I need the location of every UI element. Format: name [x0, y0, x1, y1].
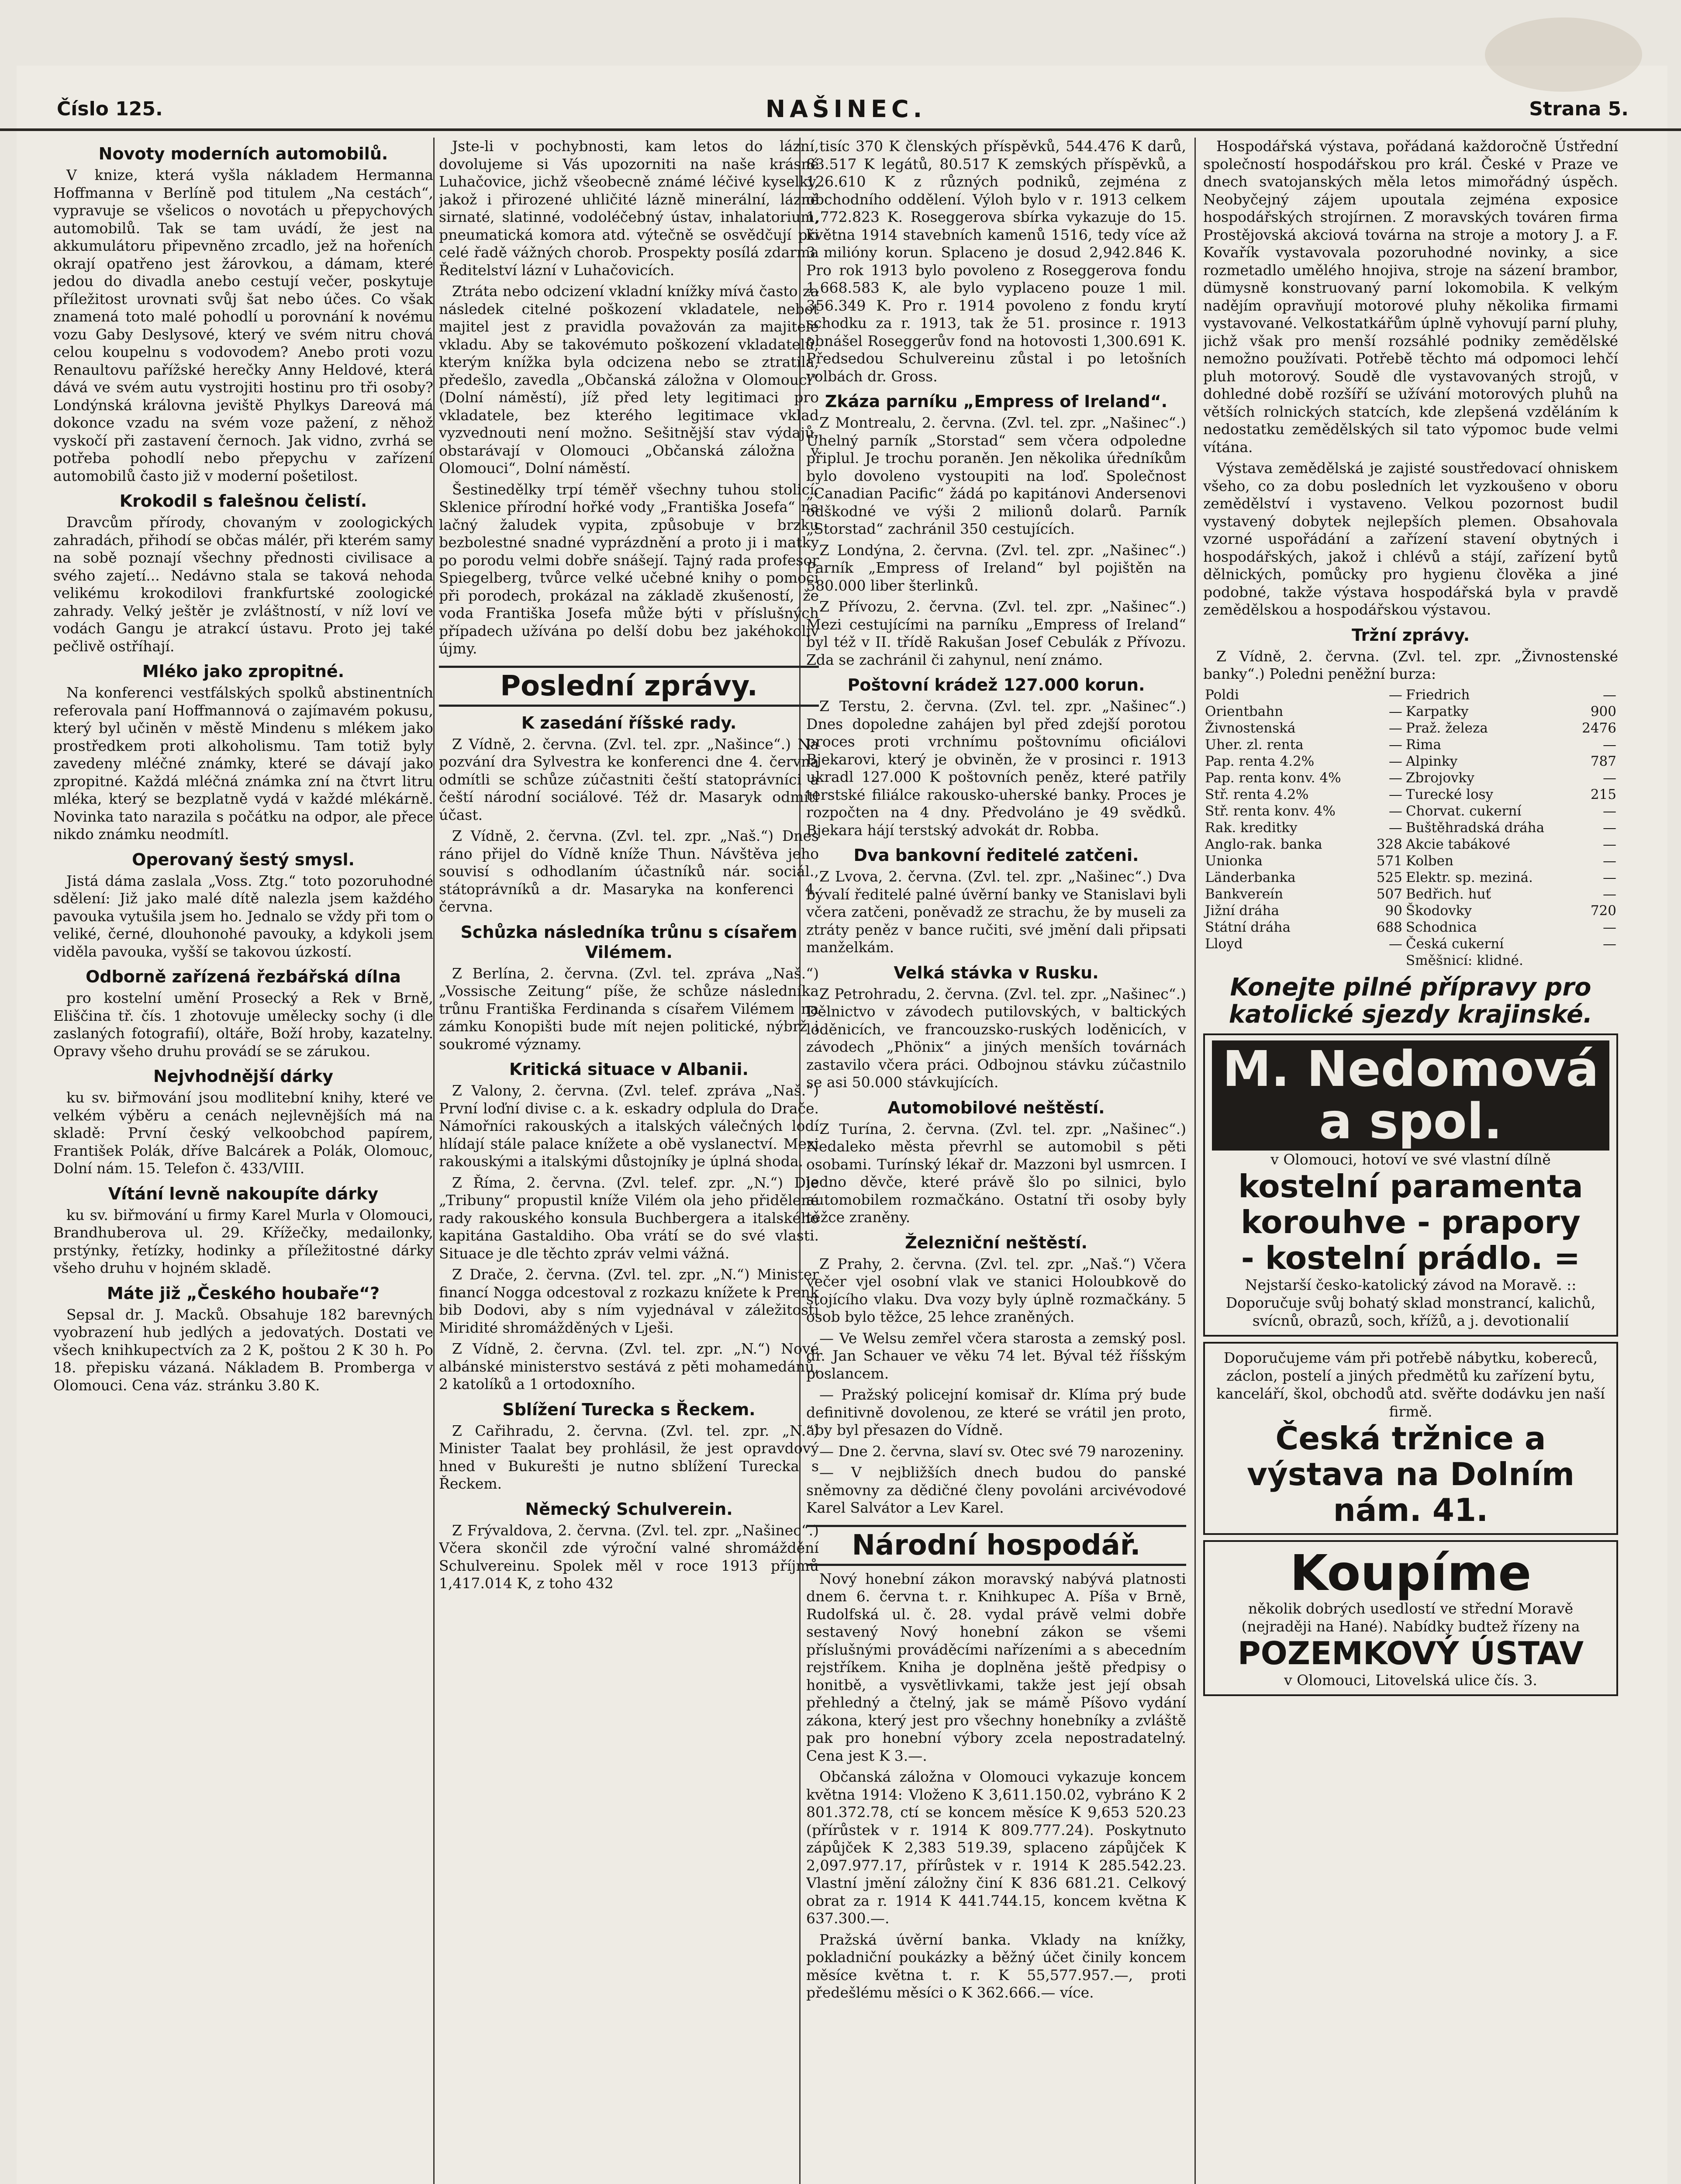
market-cell: Elektr. sp. meziná. [1405, 869, 1533, 885]
ad-text: Doporučujeme vám při potřebě nábytku, kobereců, záclon, postelí a jiných předmětů ku zařízení bytu, kanceláří, škol, obchodů atd. svěřte dodávku jen naší firmě. [1216, 1349, 1605, 1420]
market-cell: — [1388, 819, 1402, 836]
article-text: Z Cařihradu, 2. června. (Zvl. tel. zpr. „N.“) Minister Taalat bey prohlásil, že jest opravdový hned v Bukurešti je nutno sblížení Turecka s Řeckem. [439, 1422, 819, 1492]
ad-address: v Olomouci, Litovelská ulice čís. 3. [1284, 1671, 1537, 1689]
ad-product-line: korouhve - prapory [1241, 1203, 1581, 1241]
market-row [1203, 803, 1618, 819]
ad-product-line: kostelní paramenta [1238, 1168, 1583, 1205]
market-cell: 688 [1376, 919, 1402, 935]
section-heading: Poslední zprávy. [439, 666, 819, 707]
article-text: Z Terstu, 2. června. (Zvl. tel. zpr. „Našinec“.) Dnes dopoledne zahájen byl před zdejší porotou proces proti vrchnímu poštovnímu oficiálovi Bjekarovi, který je obviněn, že v prosinci r. 1913 ukradl 127.000 K poštovních peněz, které patřily terstské filiálce rakousko-uherské banky. Proces je rozpočten na 4 dny. Předvoláno je 49 svědků. Bjekara hájí terstský advokát dr. Robba. [806, 698, 1186, 839]
article-headline: Kritická situace v Albanii. [509, 1060, 749, 1079]
article-text: Nový honební zákon moravský nabývá platnosti dnem 6. června t. r. Knihkupec A. Píša v Brně, Rudolfská ul. č. 28. vydal právě velmi dobře sestavený Nový honební zákon se všemi příslušnými prováděcími nařízeními a s abecedním rejstříkem. Kniha je doplněna ještě předpisy o honitbě, a vysvětlivkami, takže jest její obsah přehledný a čtelný, jak se mámě Píšovo vydání zákona, který jest pro všechny honebníky a zvláště pak pro honební výbory zcela nepostradatelný. Cena jest K 3.—. [806, 1570, 1186, 1764]
article-headline: Odborně zařízená řezbářská dílna [86, 967, 401, 986]
market-cell: 525 [1376, 869, 1402, 885]
article-text: Z Vídně, 2. června. (Zvl. tel. zpr. „Naš.“) Dnes ráno přijel do Vídně kníže Thun. Návštěva jeho souvisí s odhodlaním účastníků nár. sociál., státoprávníků a dr. Masaryka na konferenci 4. června. [439, 827, 819, 915]
market-row [1203, 886, 1618, 902]
ad-firm-name: Česká tržnice a výstava na Dolním nám. 41. [1246, 1420, 1575, 1528]
article-headline: Poštovní krádež 127.000 korun. [847, 675, 1145, 695]
article-text: Jste-li v pochybnosti, kam letos do lázní, dovolujeme si Vás upozorniti na naše krásné Luhačovice, jichž všeobecně známé léčivé kyselky, jakož i přirozené uhličité lázně minerální, lázně sirnaté, slatinné, vodoléčebný ústav, inhalatorium, pneumatická komora atd. výtečně se osvědčují při celé řadě vážných chorob. Prospekty posílá zdarma Ředitelství lázní v Luhačovicích. [439, 138, 819, 279]
market-cell: Česká cukerní [1405, 936, 1504, 952]
article-headline: Železniční neštěstí. [905, 1233, 1087, 1252]
market-cell: — [1603, 886, 1616, 902]
article-headline: Tržní zprávy. [1351, 625, 1470, 645]
column-rule [433, 138, 435, 2184]
market-cell: Poldi [1205, 687, 1239, 703]
market-row [1203, 919, 1618, 936]
market-cell: — [1388, 736, 1402, 753]
market-cell: Praž. železa [1405, 720, 1488, 736]
market-cell: Rak. kreditky [1205, 819, 1298, 836]
article-text: — Pražský policejní komisař dr. Klíma prý bude definitivně dovolenou, ze které se vrátil jen proto, aby byl přesazen do Vídně. [806, 1386, 1186, 1438]
column-1 [53, 138, 433, 2184]
market-cell: — [1603, 819, 1616, 836]
article-text: Šestinedělky trpí téměř všechny tuhou stolicí. Sklenice přírodní hořké vody „Františka Josefa“ na lačný žaludek vypita, způsobuje v brzku bezbolestné snadné vyprázdnění a proto ji i matky po porodu velmi dobře snášejí. Tajný rada profesor Spiegelberg, tvůrce velké učebné knihy o pomoci při porodech, prokázal na základě zkušeností, že voda Františka Josefa může býti v příslušných případech užívána po delší dobu bez jakéhokoliv újmy. [439, 480, 819, 657]
market-cell: Länderbanka [1205, 869, 1296, 885]
article-text: Z Prahy, 2. června. (Zvl. tel. zpr. „Naš.“) Včera večer vjel osobní vlak ve stanici Holoubkově do stojícího vlaku. Dva vozy byly úplně rozmačkány. 5 osob bylo těžce, 25 lehce zraněných. [806, 1255, 1186, 1325]
article-headline: Dva bankovní ředitelé zatčeni. [853, 846, 1139, 865]
article-headline: Automobilové neštěstí. [887, 1098, 1105, 1117]
article-text: — V nejbližších dnech budou do panské sněmovny za dědičné členy povoláni arcivévodové Karel Salvátor a Lev Karel. [806, 1464, 1186, 1516]
article-text: tisíc 370 K členských příspěvků, 544.476 K darů, 83.517 K legátů, 80.517 K zemských příspěvků, a 126.610 K z různých podniků, zejména z obchodního oddělení. Výloh bylo v r. 1913 celkem 1,772.823 K. Roseggerova sbírka vykazuje do 15. května 1914 stavebních kamenů 1516, tedy více až 3 milióny korun. Splaceno je dosud 2,942.846 K. Pro rok 1913 bylo povoleno z Roseggerova fondu 1,668.583 K, ale bylo vyplaceno pouze 1 mil. 356.349 K. Pro r. 1914 povoleno z fondu krytí schodku za r. 1913, tak že 51. prosince r. 1913 obnášel Roseggerův fond na hotovosti 1,300.691 K. Předsedou Schulvereinu zůstal i po letošních volbách dr. Gross. [806, 138, 1186, 385]
column-3 [806, 138, 1186, 2184]
article-text: V knize, která vyšla nákladem Hermanna Hoffmanna v Berlíně pod titulem „Na cestách“, vypravuje se všelicos o novotách u přepychových automobilů. Tak se tam uvádí, že jest na akkumulátoru připevněno zrcadlo, jež na hořeních okrají opatřeno jest žárovkou, a dámam, které jedou do divadla anebo cestují večer, poskytuje příležitost urovnati svůj šat nebo účes. Co však znamená toto malé pohodlí u porovnání k novému vozu Gaby Deslysové, který ve svém nitru chová celou koupelnu s vodovodem? Anebo proti vozu Renaultovu pařížské herečky Anny Heldové, která dává ve svém autu vystrojiti hostinu pro tři osoby? Londýnská královna jeviště Phylkys Dareová má dokonce vzadu na svém voze pažení, z něhož vyskočí při zastavení černoch. Jak vidno, zvrhá se potřeba pohodlí nebo přepychu v zařízení automobilů často již v moderní pošetilost. [53, 166, 433, 484]
market-row [1203, 770, 1618, 786]
market-cell: Bankvereín [1205, 886, 1283, 902]
market-row [1203, 869, 1618, 886]
article-headline: Vítání levně nakoupíte dárky [108, 1184, 379, 1203]
market-cell: Friedrich [1405, 687, 1470, 703]
article-text: Z Frývaldova, 2. června. (Zvl. tel. zpr. „Našinec“.) Včera skončil zde výroční valné shromáždění Schulvereinu. Spolek měl v roce 1913 příjmů 1,417.014 K, z toho 432 [439, 1521, 819, 1592]
market-cell [1573, 952, 1618, 969]
article-text: Z Říma, 2. června. (Zvl. telef. zpr. „N.“) Dle „Tribuny“ propustil kníže Vilém ola jeho přidělené rady rakouského konsula Buchbergera a italského kapitána Gastaldiho. Oba vrátí se do své vlasti. Situace je dle těchto zpráv velmi vážná. [439, 1174, 819, 1262]
market-cell: — [1388, 720, 1402, 736]
article-text: — Dne 2. června, slaví sv. Otec své 79 narozeniny. [819, 1442, 1184, 1460]
article-text: Na konferenci vestfálských spolků abstinentních referovala paní Hoffmannová o zajímavém pokusu, který byl učiněn v městě Mindenu s mlékem jako prostředkem proti alkoholismu. Tam totiž byly zavedeny mléčné známky, které se dávají jako zpropitné. Každá mléčná známka zní na čtvrt litru mléka, který se bezplatně vydá v každé mlékárně. Novinka tato narazila s počátku na odpor, ale přece nikdo známku neodmítl. [53, 684, 433, 843]
market-cell: Kolben [1405, 853, 1453, 869]
market-cell: — [1603, 936, 1616, 952]
market-cell: — [1603, 919, 1616, 935]
article-text: Z Londýna, 2. června. (Zvl. tel. zpr. „Našinec“.) Parník „Empress of Ireland“ byl pojištěn na 580.000 liber šterlinků. [806, 541, 1186, 594]
article-headline: K zasedání říšské rady. [521, 713, 737, 733]
market-cell: Zbrojovky [1405, 770, 1474, 786]
issue-number: Číslo 125. [57, 98, 163, 120]
article-text: Z Drače, 2. června. (Zvl. tel. zpr. „N.“) Minister financí Nogga odcestoval z rozkazu knížete k Prenk bib Dodovi, aby s ním vyjednával v záležitosti Miridité shromážděných v Lješi. [439, 1266, 819, 1336]
market-cell: Škodovky [1405, 902, 1472, 919]
article-text: Z Petrohradu, 2. června. (Zvl. tel. zpr. „Našinec“.) Dělnictvo v závodech putilovských, v baltických loděnicích, ve francouzsko-ruských loděnicích, v závodech „Phönix“ a jiných menších továrnách zastavilo včera práci. Odbojnou stávku zúčastnilo se asi 50.000 stávkujících. [806, 985, 1186, 1091]
article-text: Z Vídně, 2. června. (Zvl. tel. zpr. „N.“) Nové albánské ministerstvo sestává z pěti mohamedánů, 2 katolíků a 1 ortodoxního. [439, 1340, 819, 1393]
article-text: Z Montrealu, 2. června. (Zvl. tel. zpr. „Našinec“.) Úhelný parník „Storstad“ sem včera odpoledne připlul. Je trochu poraněn. Jen několika úředníkům bylo dovoleno vystoupiti na loď. Společnost „Canadian Pacific“ žádá po kapitánovi Andersenovi odškodné ve výši 2 milionů dolarů. Parník „Storstad“ zachránil 350 cestujících. [806, 414, 1186, 537]
ad-text: v Olomouci, hotoví ve své vlastní dílně [1270, 1151, 1551, 1168]
article-headline: Mléko jako zpropitné. [142, 662, 345, 681]
market-cell: Unionka [1205, 853, 1263, 869]
market-cell: Rima [1405, 736, 1442, 753]
market-row [1203, 687, 1618, 703]
article-text: Dravcům přírody, chovaným v zoologických zahradách, přihodí se občas málér, při kterém samy na sobě poznají všechny přednosti civilisace a svého zajetí... Nedávno stala se taková nehoda velikému krokodilovi frankfurtské zoologické zahrady. Velký ještěr je zvláštností, v níž loví ve vodách Gangu je atrakcí ústavu. Proto jej také pečlivě ostříhají. [53, 514, 433, 655]
paper-title: NAŠINEC. [765, 95, 927, 123]
article-text: Z Vídně, 2. června. (Zvl. tel. zpr. „Našince“.) Na pozvání dra Sylvestra ke konferenci dne 4. června odmítli se schůze zúčastniti čeští statoprávníci a čeští národní sociálové. Též dr. Masaryk odmítl účast. [439, 735, 819, 823]
ad-firm-name: M. Nedomová a spol. [1212, 1040, 1609, 1151]
masthead [0, 90, 1681, 131]
market-cell: — [1388, 753, 1402, 769]
market-cell: — [1388, 936, 1402, 952]
article-headline: Schůzka následníka trůnu s císařem Vilémem. [460, 922, 797, 962]
article-text: Výstava zemědělská je zajisté soustředovací ohniskem všeho, co za dobu posledních let vyzkoušeno v oboru zemědělství i vystaveno. Velkou pozornost budil vystavený dobytek nejlepších plemen. Obsahovala vzorné uspořádání a zařízení stavení obytných i hospodářských, jakož i chlévů a stájí, zařízení bytů dělnických, pomůcky pro hygienu člověka a jiné podobné, takže výstava hospodářská byla v pravdě zemědělskou a hospodářskou výstavou. [1203, 460, 1618, 618]
article-headline: Novoty moderních automobilů. [98, 144, 388, 163]
market-cell: Stř. renta 4.2% [1205, 786, 1309, 802]
market-cell: 571 [1376, 853, 1402, 869]
article-text: Občanská záložna v Olomouci vykazuje koncem května 1914: Vloženo K 3,611.150.02, vybráno K 2 801.372.78, ctí se koncem měsíce K 9,653 520.23 (přírůstek v r. 1914 K 809.777.24). Poskytnuto zápůjček K 2,383 519.39, splaceno zápůjček K 2,097.977.17, přírůstek v r. 1914 K 285.542.23. Vlastní jmění záložny činí K 836 681.21. Celkový obrat za r. 1914 K 441.744.15, koncem května K 637.300.—. [806, 1768, 1186, 1927]
market-cell: — [1388, 803, 1402, 819]
article-text: Z Valony, 2. června. (Zvl. telef. zpráva „Naš.“) První loďní divise c. a k. eskadry odplula do Drače. Námořníci rakouských a italských válečných lodí hlídají stále palace knížete a obě vyslanectví. Mezi rakouskými a italskými důstojníky je úplná shoda. [439, 1082, 819, 1170]
market-row [1203, 853, 1618, 869]
ad-text: několik dobrých usedlostí ve střední Moravě (nejraději na Hané). Nabídky budtež řízeny na [1241, 1600, 1580, 1635]
article-text: Jistá dáma zaslala „Voss. Ztg.“ toto pozoruhodné sdělení: Již jako malé dítě nalezla jsem každého pavouka vytušila jsem ho. Jednalo se vždy při tom o veliké, černé, dlouhonohé pavouky, a kdykoli jsem viděla pavouka, vyšší se takovou úzkostí. [53, 872, 433, 960]
market-row [1203, 819, 1618, 836]
ad-nedomova [1203, 1033, 1618, 1337]
article-headline: Operovaný šestý smysl. [132, 850, 355, 869]
market-cell [1369, 952, 1404, 969]
ad-headline: Koupíme [1290, 1545, 1532, 1602]
article-text: pro kostelní umění Prosecký a Rek v Brně, Eliščina tř. čís. 1 zhotovuje umělecky sochy (i dle zaslaných fotografií), oltáře, Boží hroby, kazatelny. Opravy všeho druhu provádí se se zárukou. [53, 989, 433, 1060]
market-row [1203, 952, 1618, 969]
market-cell: Bedřich. huť [1405, 886, 1491, 902]
market-cell: — [1388, 687, 1402, 703]
banner-katolicke-sjezdy: Konejte pilné přípravy pro katolické sjezdy krajinské. [1229, 973, 1593, 1029]
market-cell: — [1603, 853, 1616, 869]
market-cell: 720 [1590, 902, 1616, 919]
market-cell: — [1603, 770, 1616, 786]
market-cell: Pap. renta konv. 4% [1205, 770, 1341, 786]
article-text: ku sv. biřmování u firmy Karel Murla v Olomouci, Brandhuberova ul. 29. Křížečky, medailonky, prstýnky, řetízky, hodinky a příležitostné dárky všeho druhu v hojném skladě. [53, 1206, 433, 1276]
market-cell: — [1603, 869, 1616, 885]
market-row [1203, 736, 1618, 753]
market-cell: 787 [1590, 753, 1616, 769]
market-cell: Chorvat. cukerní [1405, 803, 1522, 819]
section-heading: Národní hospodář. [806, 1525, 1186, 1566]
market-cell: Stř. renta konv. 4% [1205, 803, 1336, 819]
market-cell: 90 [1385, 902, 1402, 919]
article-text: ku sv. biřmování jsou modlitební knihy, které ve velkém výběru a cenách nejlevnějších má na skladě: První český velkoobchod papírem, František Polák, dříve Balcárek a Polák, Olomouc, Dolní nám. 15. Telefon č. 433/VIII. [53, 1089, 433, 1177]
article-text: Ztráta nebo odcizení vkladní knížky mívá často za následek citelné poškození vkladatele, neboť majitel jest z pravidla považován za majitele vkladu. Aby se takovémuto poškození vkladatelů, kterým knížka byla odcizena nebo se ztratila, předešlo, zavedla „Občanská záložna v Olomouci“ (Dolní náměstí), jíž před lety legitimaci pro vkladatele, bez kterého legitimace vklad vyzvednouti není možno. Sešitnější stav výdajů, obstarávají v Olomouci „Občanská záložna v Olomouci“, Dolní náměstí. [439, 283, 819, 477]
page-number: Strana 5. [1529, 98, 1629, 120]
market-cell: Buštěhradská dráha [1405, 819, 1545, 836]
market-cell: Pap. renta 4.2% [1205, 753, 1315, 769]
left-edge-torn-text [0, 66, 17, 2184]
article-headline: Krokodil s falešnou čelistí. [119, 491, 367, 511]
market-row [1203, 836, 1618, 853]
market-cell: Schodnica [1405, 919, 1477, 935]
market-row [1203, 753, 1618, 770]
article-headline: Sblížení Turecka s Řeckem. [502, 1400, 756, 1419]
market-cell: Turecké losy [1405, 786, 1494, 802]
market-cell: 2476 [1582, 720, 1616, 736]
market-cell: Orientbahn [1205, 703, 1284, 719]
market-cell: Lloyd [1205, 936, 1243, 952]
article-text: — Ve Welsu zemřel včera starosta a zemský posl. dr. Jan Schauer ve věku 74 let. Býval též říšským poslancem. [806, 1329, 1186, 1382]
column-2 [439, 138, 819, 2184]
article-text: Z Lvova, 2. června. (Zvl. tel. zpr. „Našinec“.) Dva bývalí ředitelé palné úvěrní banky ve Stanislavi byli včera zatčeni, poněvadž ze strachu, že by museli za ztráty peněz v bance ručiti, své jmění dali připsati manželkám. [806, 868, 1186, 956]
market-cell: Jižní dráha [1205, 902, 1280, 919]
market-cell: 328 [1376, 836, 1402, 852]
paper-stain [1485, 17, 1642, 92]
column-rule [1194, 138, 1196, 2184]
market-cell: Alpinky [1405, 753, 1458, 769]
market-cell: — [1388, 703, 1402, 719]
market-cell: 507 [1376, 886, 1402, 902]
market-row [1203, 936, 1618, 952]
market-cell: Živnostenská [1205, 720, 1296, 736]
market-table [1203, 687, 1618, 969]
market-row [1203, 703, 1618, 720]
market-cell: — [1603, 836, 1616, 852]
market-cell: — [1388, 786, 1402, 802]
article-text: Pražská úvěrní banka. Vklady na knížky, pokladniční poukázky a běžný účet činily koncem měsíce května t. r. K 55,577.957.—, proti předešlému měsíci o K 362.666.— více. [806, 1931, 1186, 2001]
market-row [1203, 720, 1618, 736]
ad-description: Nejstarší česko-katolický závod na Moravě. :: Doporučuje svůj bohatý sklad monstrancí, kalichů, svícnů, obrazů, soch, křížů, a j. devotionalií [1225, 1276, 1596, 1329]
market-row [1203, 786, 1618, 803]
market-cell: Směšnicí: klidné. [1405, 952, 1523, 968]
market-cell: Anglo-rak. banka [1205, 836, 1322, 852]
article-headline: Německý Schulverein. [525, 1499, 733, 1519]
market-cell: Akcie tabákové [1405, 836, 1511, 852]
market-cell: Státní dráha [1205, 919, 1291, 935]
article-text: Z Turína, 2. června. (Zvl. tel. zpr. „Našinec“.) Nedaleko města převrhl se automobil s pěti osobami. Turínský lékař dr. Mazzoni byl usmrcen. I jedno děvče, které právě šlo po silnici, bylo automobilem rozmačkáno. Ostatní tři osoby byly těžce zraněny. [806, 1120, 1186, 1226]
market-cell: — [1603, 687, 1616, 703]
market-cell: — [1603, 736, 1616, 753]
market-cell [1203, 952, 1369, 969]
article-headline: Máte již „Českého houbaře“? [107, 1283, 380, 1303]
article-text: Z Vídně, 2. června. (Zvl. tel. zpr. „Živnostenské banky“.) Poledni peněžní burza: [1203, 647, 1618, 682]
market-cell: Karpatky [1405, 703, 1469, 719]
market-cell: — [1388, 770, 1402, 786]
article-text: Z Přívozu, 2. června. (Zvl. tel. zpr. „Našinec“.) Mezi cestujícími na parníku „Empress of Ireland“ byl též v II. třídě Rakušan Josef Cebulák z Přívozu. Zda se zachránil či zahynul, není známo. [806, 598, 1186, 668]
article-headline: Velká stávka v Rusku. [894, 963, 1099, 982]
market-cell: — [1603, 803, 1616, 819]
market-cell: 900 [1590, 703, 1616, 719]
ad-product-line: - kostelní prádlo. = [1241, 1239, 1581, 1276]
article-headline: Nejvhodnější dárky [153, 1067, 334, 1086]
market-row [1203, 902, 1618, 919]
article-text: Sepsal dr. J. Macků. Obsahuje 182 barevných vyobrazení hub jedlých a jedovatých. Dostati ve všech knihkupectvích za 2 K, poštou 2 K 30 h. Po 18. přepisku vázaná. Nákladem B. Promberga v Olomouci. Cena váz. stránku 3.80 K. [53, 1306, 433, 1394]
market-cell: 215 [1590, 786, 1616, 802]
article-headline: Zkáza parníku „Empress of Ireland“. [825, 392, 1168, 411]
ad-firm-name: POZEMKOVÝ ÚSTAV [1237, 1635, 1584, 1672]
ad-koupime [1203, 1540, 1618, 1696]
article-text: Hospodářská výstava, pořádaná každoročně Ústřední společností hospodářskou pro král. České v Praze ve dnech svatojanských měla letos mimořádný úspěch. Neobyčejný zájem upoutala zejména exposice hospodářských strojírnen. Z moravských továren firma Prostějovská akciová továrna na stroje a motory J. a F. Kovařík vystavovala pozoruhodné novinky, a sice rozmetadlo umělého hnojiva, stroje na sázení brambor, dümysně konstruovaný parní lokomobila. K velkým nadějím opravňují motorové pluhy několika firmami vystavované. Velkostatkářům úplně vyhovují parní pluhy, jichž však pro menší rozsáhlé podniky zemědělské nemožno používati. Potřebě těchto má odpomoci lehčí pluh motorový. Soudě dle vystavovaných strojů, v dohledné době rozšíří se užívání motorových pluhů na větších rolnických statcích, kde zlepšená vzděláním k nedostatku zemědělských sil tato výpomoc bude velmi vítána. [1203, 138, 1618, 456]
market-cell: Uher. zl. renta [1205, 736, 1304, 753]
column-4 [1203, 138, 1618, 2184]
article-text: Z Berlína, 2. června. (Zvl. tel. zpráva „Naš.“) „Vossische Zeitung“ píše, že schůze následníka trůnu Františka Ferdinanda s císařem Vilémem na zámku Konopišti bude mít nejen politické, nýbrž i soukromé významy. [439, 964, 819, 1053]
ad-ceska-trznice [1203, 1342, 1618, 1535]
